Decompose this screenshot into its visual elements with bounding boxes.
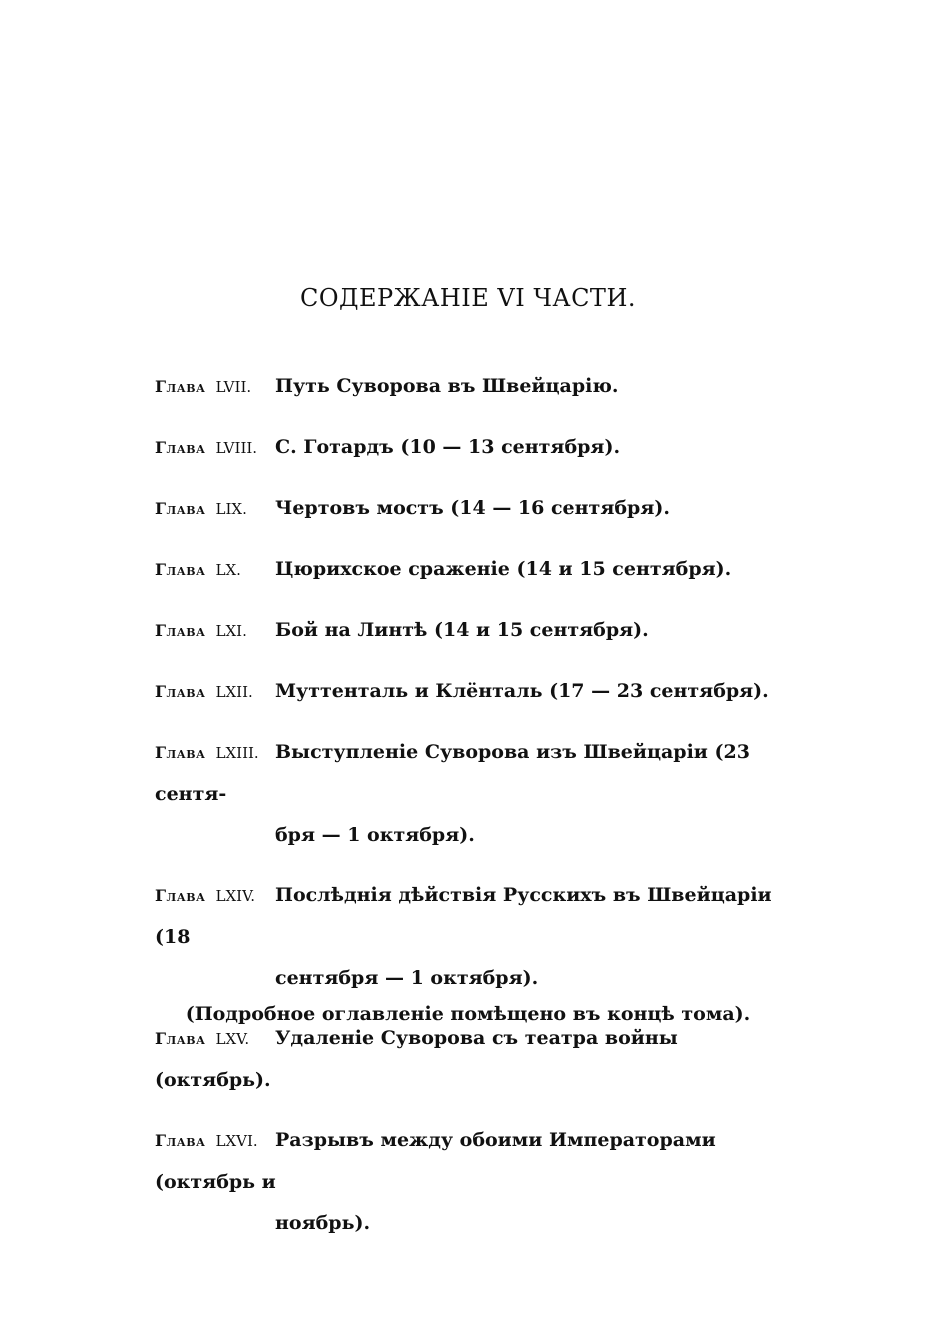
chapter-title-continued: ноябрь). — [275, 1212, 371, 1234]
toc-entry — [155, 549, 795, 591]
chapter-label: Глава — [155, 560, 206, 579]
toc-entry — [155, 875, 795, 999]
chapter-number: LVII. — [215, 378, 252, 396]
chapter-label: Глава — [155, 1029, 206, 1048]
chapter-label: Глава — [155, 743, 206, 762]
chapter-number: LIX. — [215, 500, 247, 518]
chapter-label: Глава — [155, 1131, 206, 1150]
chapter-title: Разрывъ между обоими Императорами (октябрь и — [155, 1129, 716, 1193]
toc-entry — [155, 488, 795, 530]
chapter-label: Глава — [155, 682, 206, 701]
chapter-number: LX. — [215, 561, 241, 579]
page-title: СОДЕРЖАНІЕ VI ЧАСТИ. — [299, 284, 636, 312]
chapter-title: Выступленіе Суворова изъ Швейцаріи (23 сентя- — [155, 741, 750, 805]
toc-entry — [155, 1120, 795, 1244]
toc-entry — [155, 427, 795, 469]
chapter-title: Чертовъ мостъ (14 — 16 сентября). — [275, 497, 670, 519]
chapter-label: Глава — [155, 438, 206, 457]
chapter-label: Глава — [155, 886, 206, 905]
chapter-number: LXVI. — [215, 1132, 258, 1150]
chapter-number: LXV. — [215, 1030, 250, 1048]
toc-entry — [155, 610, 795, 652]
chapter-title-continued: сентября — 1 октября). — [275, 967, 539, 989]
footer-note: (Подробное оглавленіе помѣщено въ концѣ тома). — [185, 1003, 751, 1025]
chapter-title: С. Готардъ (10 — 13 сентября). — [275, 436, 621, 458]
chapter-title: Удаленіе Суворова съ театра войны (октябрь). — [155, 1027, 678, 1091]
toc-entry — [155, 732, 795, 856]
chapter-number: LXI. — [215, 622, 247, 640]
toc-entry — [155, 1018, 795, 1101]
chapter-title-continued: бря — 1 октября). — [275, 824, 475, 846]
chapter-label: Глава — [155, 621, 206, 640]
chapter-number: LVIII. — [215, 439, 258, 457]
chapter-number: LXII. — [215, 683, 253, 701]
chapter-label: Глава — [155, 377, 206, 396]
chapter-title: Послѣднія дѣйствія Русскихъ въ Швейцаріи (18 — [155, 884, 772, 948]
chapter-title: Путь Суворова въ Швейцарію. — [275, 375, 619, 397]
chapter-title: Бой на Линтѣ (14 и 15 сентября). — [275, 619, 649, 641]
chapter-number: LXIII. — [215, 744, 259, 762]
chapter-title: Муттенталь и Клёнталь (17 — 23 сентября). — [275, 680, 769, 702]
chapter-title: Цюрихское сраженіе (14 и 15 сентября). — [275, 558, 732, 580]
chapter-label: Глава — [155, 499, 206, 518]
toc-entry — [155, 366, 795, 408]
table-of-contents — [155, 366, 795, 1263]
chapter-number: LXIV. — [215, 887, 256, 905]
toc-entry — [155, 671, 795, 713]
